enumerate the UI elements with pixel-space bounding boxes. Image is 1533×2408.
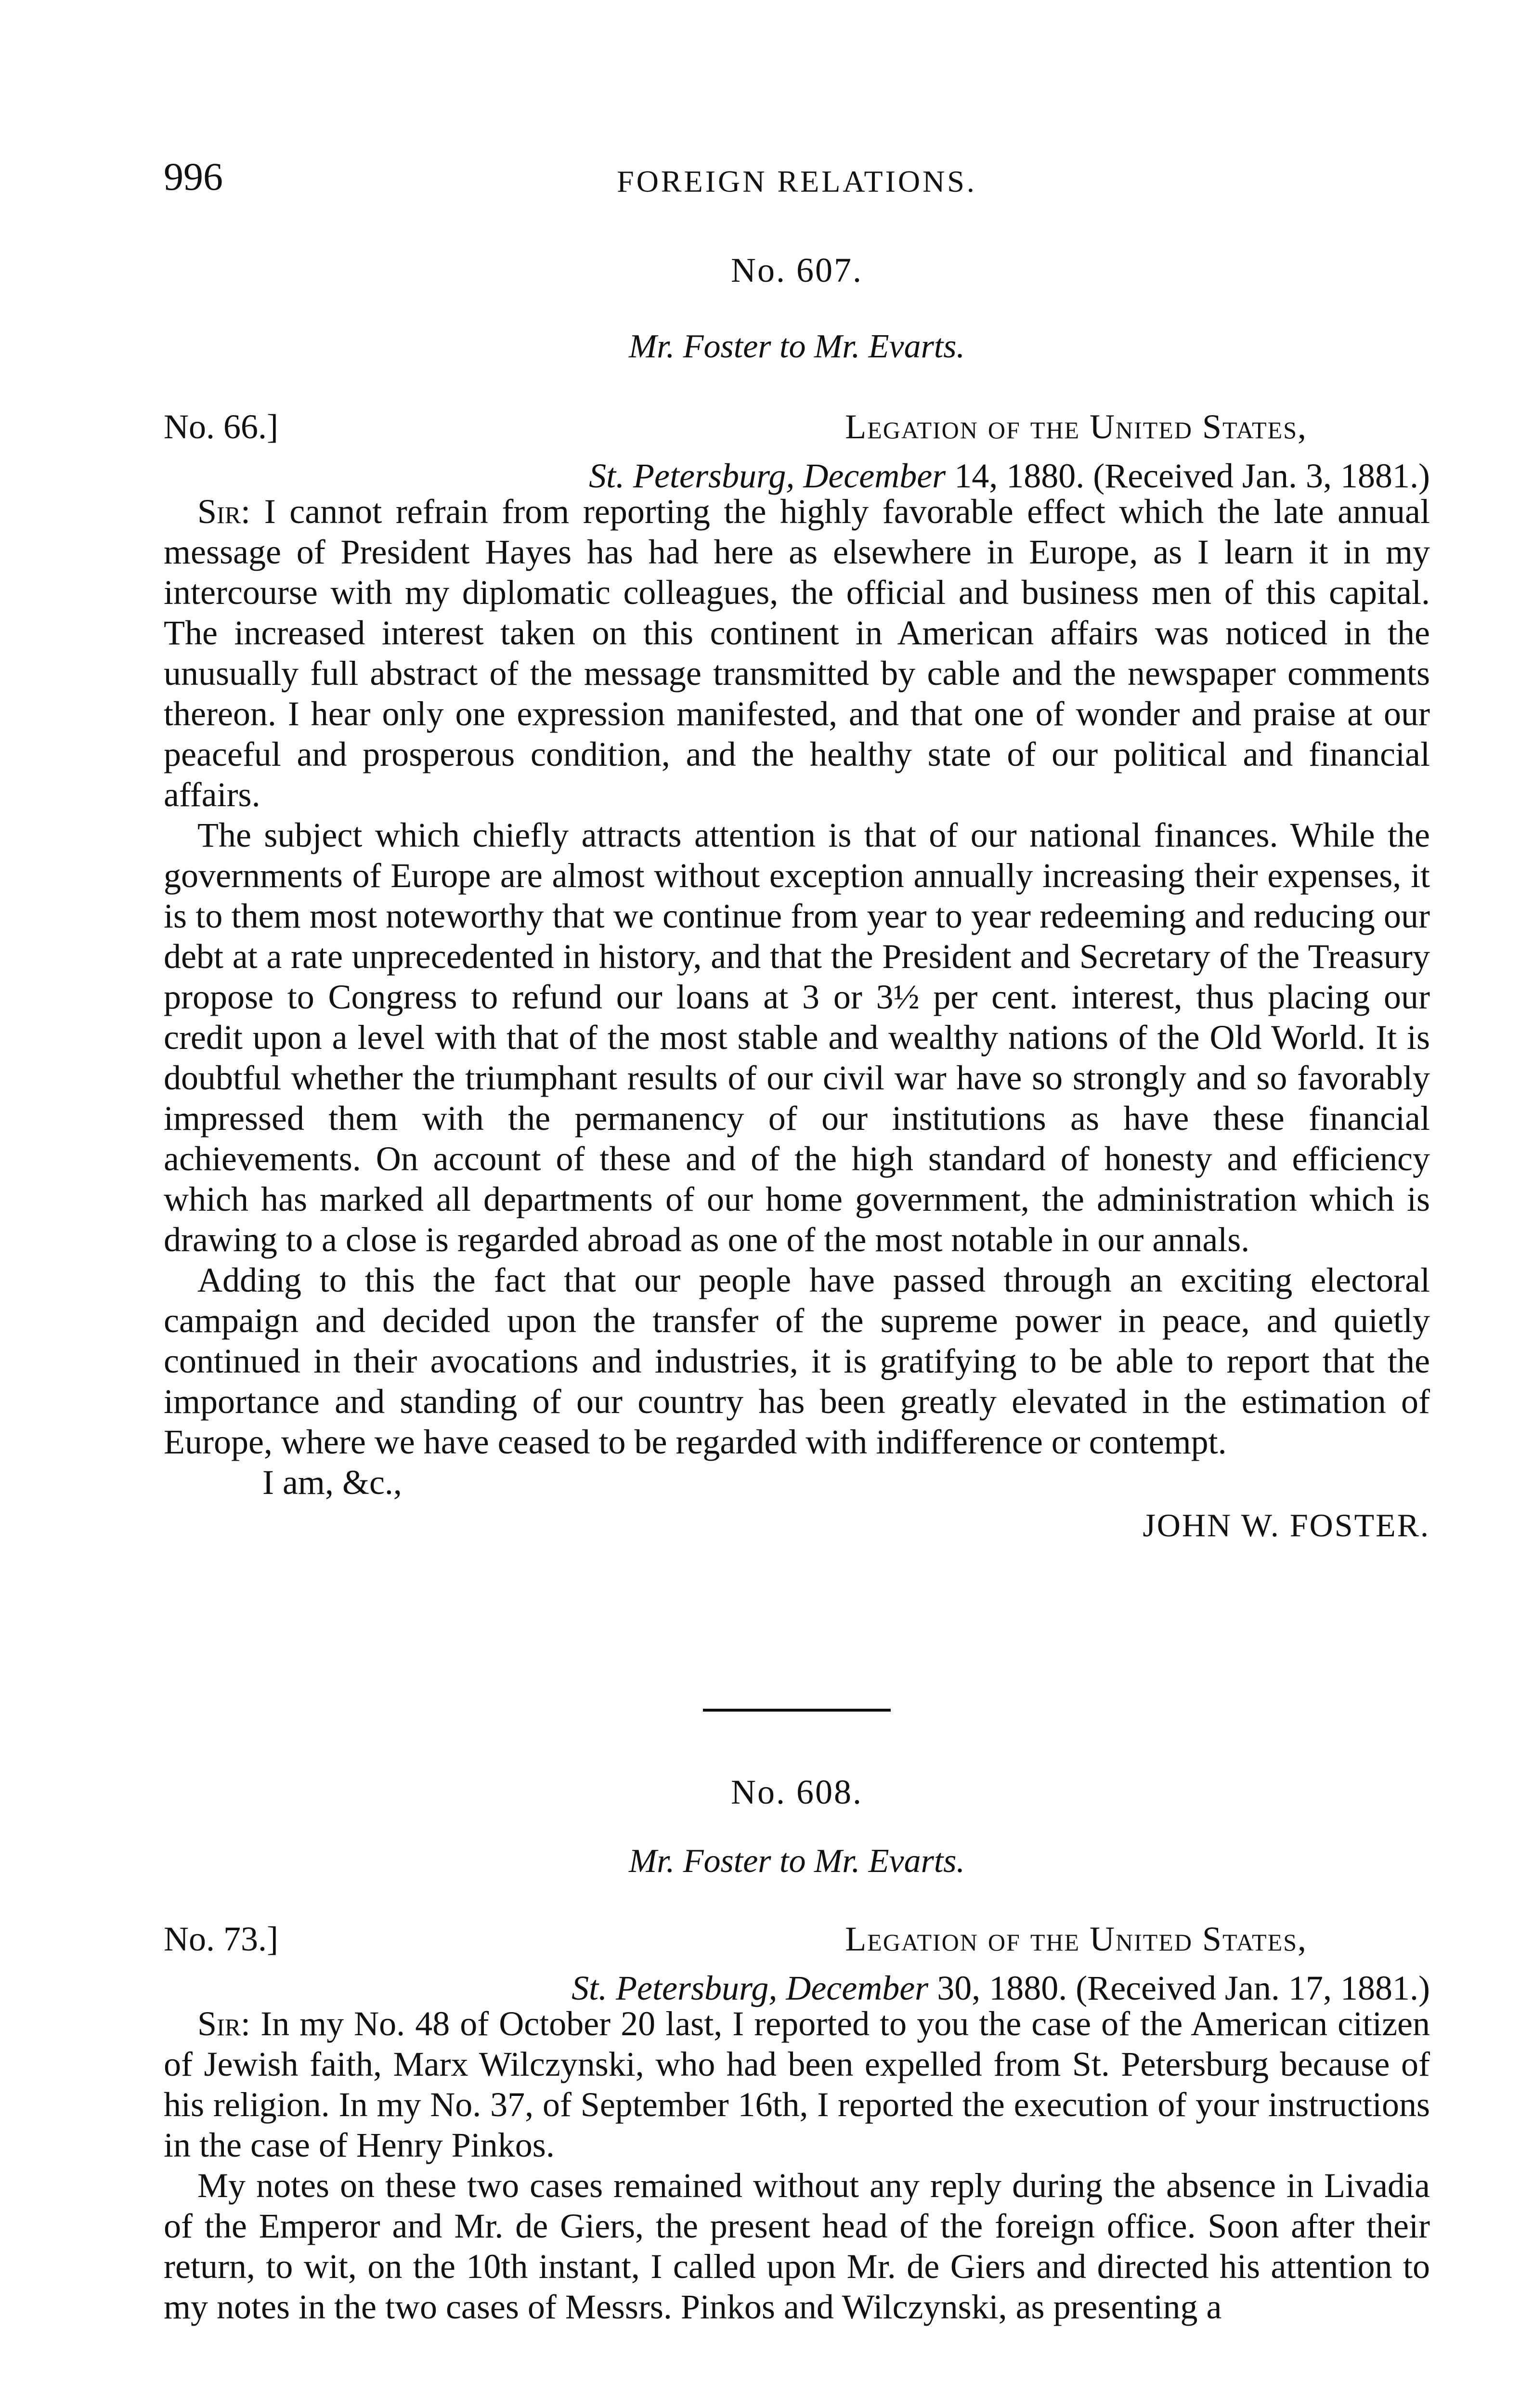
page-number: 996 bbox=[164, 155, 223, 198]
doc-608-salutation: Sir: bbox=[197, 2004, 251, 2043]
doc-607-date: 14, 1880. (Received Jan. 3, 1881.) bbox=[954, 457, 1430, 495]
doc-608-date: 30, 1880. (Received Jan. 17, 1881.) bbox=[937, 1969, 1430, 2007]
doc-608-heading: Mr. Foster to Mr. Evarts. bbox=[628, 1843, 965, 1880]
doc-608-paragraph: Sir: In my No. 48 of October 20 last, I reported to you the case of the American citizen of Jewish faith, Marx Wilczynski, who had been expelled from St. Petersburg because of his religion. In my No. 37, of September 16th, I reported the execution of your instructions in the case of Henry Pinkos. bbox=[164, 2004, 1430, 2164]
doc-607-legation: Legation of the United States, bbox=[845, 407, 1307, 446]
doc-608-number: No. 608. bbox=[731, 1773, 863, 1811]
doc-607-number: No. 607. bbox=[731, 251, 863, 289]
doc-607-heading: Mr. Foster to Mr. Evarts. bbox=[628, 328, 965, 365]
section-divider bbox=[703, 1709, 891, 1712]
running-head bbox=[164, 154, 1430, 207]
doc-607-paragraph: The subject which chiefly attracts attention is that of our national finances. While the governments of Europe are almost without exception annually increasing their expenses, it is to them most noteworthy that we continue from year to year redeeming and reducing our debt at a rate unprecedented in history, and that the President and Secretary of the Treasury propose to Congress to refund our loans at 3 or 3½ per cent. interest, thus placing our credit upon a level with that of the most stable and wealthy nations of the Old World. It is doubtful whether the triumphant results of our civil war have so strongly and so favorably impressed them with the permanency of our institutions as have these financial achievements. On account of these and of the high standard of honesty and efficiency which has marked all departments of our home government, the administration which is drawing to a close is regarded abroad as one of the most notable in our annals. bbox=[164, 816, 1430, 1259]
doc-608-ref: No. 73.] bbox=[164, 1920, 278, 1958]
doc-607-closing: I am, &c., bbox=[262, 1463, 402, 1502]
doc-607-body bbox=[164, 491, 1430, 1544]
doc-607-paragraph: Adding to this the fact that our people have passed through an exciting electoral campaign and decided upon the transfer of the supreme power in peace, and quietly continued in their avocations and industries, it is gratifying to be able to report that the importance and standing of our country has been greatly elevated in the estimation of Europe, where we have ceased to be regarded with indifference or contempt. bbox=[164, 1261, 1430, 1461]
doc-607-paragraph: Sir: I cannot refrain from reporting the highly favorable effect which the late annual message of President Hayes has had here as elsewhere in Europe, as I learn it in my intercourse with my diplomatic colleagues, the official and business men of this capital. The increased interest taken on this continent in American affairs was noticed in the unusually full abstract of the message transmitted by cable and the newspaper comments thereon. I hear only one expression manifested, and that one of wonder and praise at our peaceful and prosperous condition, and the healthy state of our political and financial affairs. bbox=[164, 492, 1430, 814]
document-page bbox=[164, 0, 1430, 2408]
doc-608-legation: Legation of the United States, bbox=[845, 1920, 1307, 1958]
doc-608-place: St. Petersburg, December bbox=[572, 1969, 929, 2007]
doc-607-dateline bbox=[164, 455, 1430, 497]
doc-608-body bbox=[164, 2003, 1430, 2327]
doc-607-place: St. Petersburg, December bbox=[589, 457, 946, 495]
doc-608-paragraph: My notes on these two cases remained without any reply during the absence in Livadia of the Emperor and Mr. de Giers, the present head of the foreign office. Soon after their return, to wit, on the 10th instant, I called upon Mr. de Giers and directed his attention to my notes in the two cases of Messrs. Pinkos and Wilczynski, as presenting a bbox=[164, 2166, 1430, 2326]
doc-607-salutation: Sir: bbox=[197, 492, 251, 531]
doc-608-dateline bbox=[164, 1967, 1430, 2009]
doc-607-signature: JOHN W. FOSTER. bbox=[1143, 1507, 1430, 1544]
running-title: FOREIGN RELATIONS. bbox=[617, 164, 977, 198]
doc-607-ref: No. 66.] bbox=[164, 407, 278, 446]
doc-607-header bbox=[164, 407, 1430, 497]
doc-608-header bbox=[164, 1919, 1430, 2009]
